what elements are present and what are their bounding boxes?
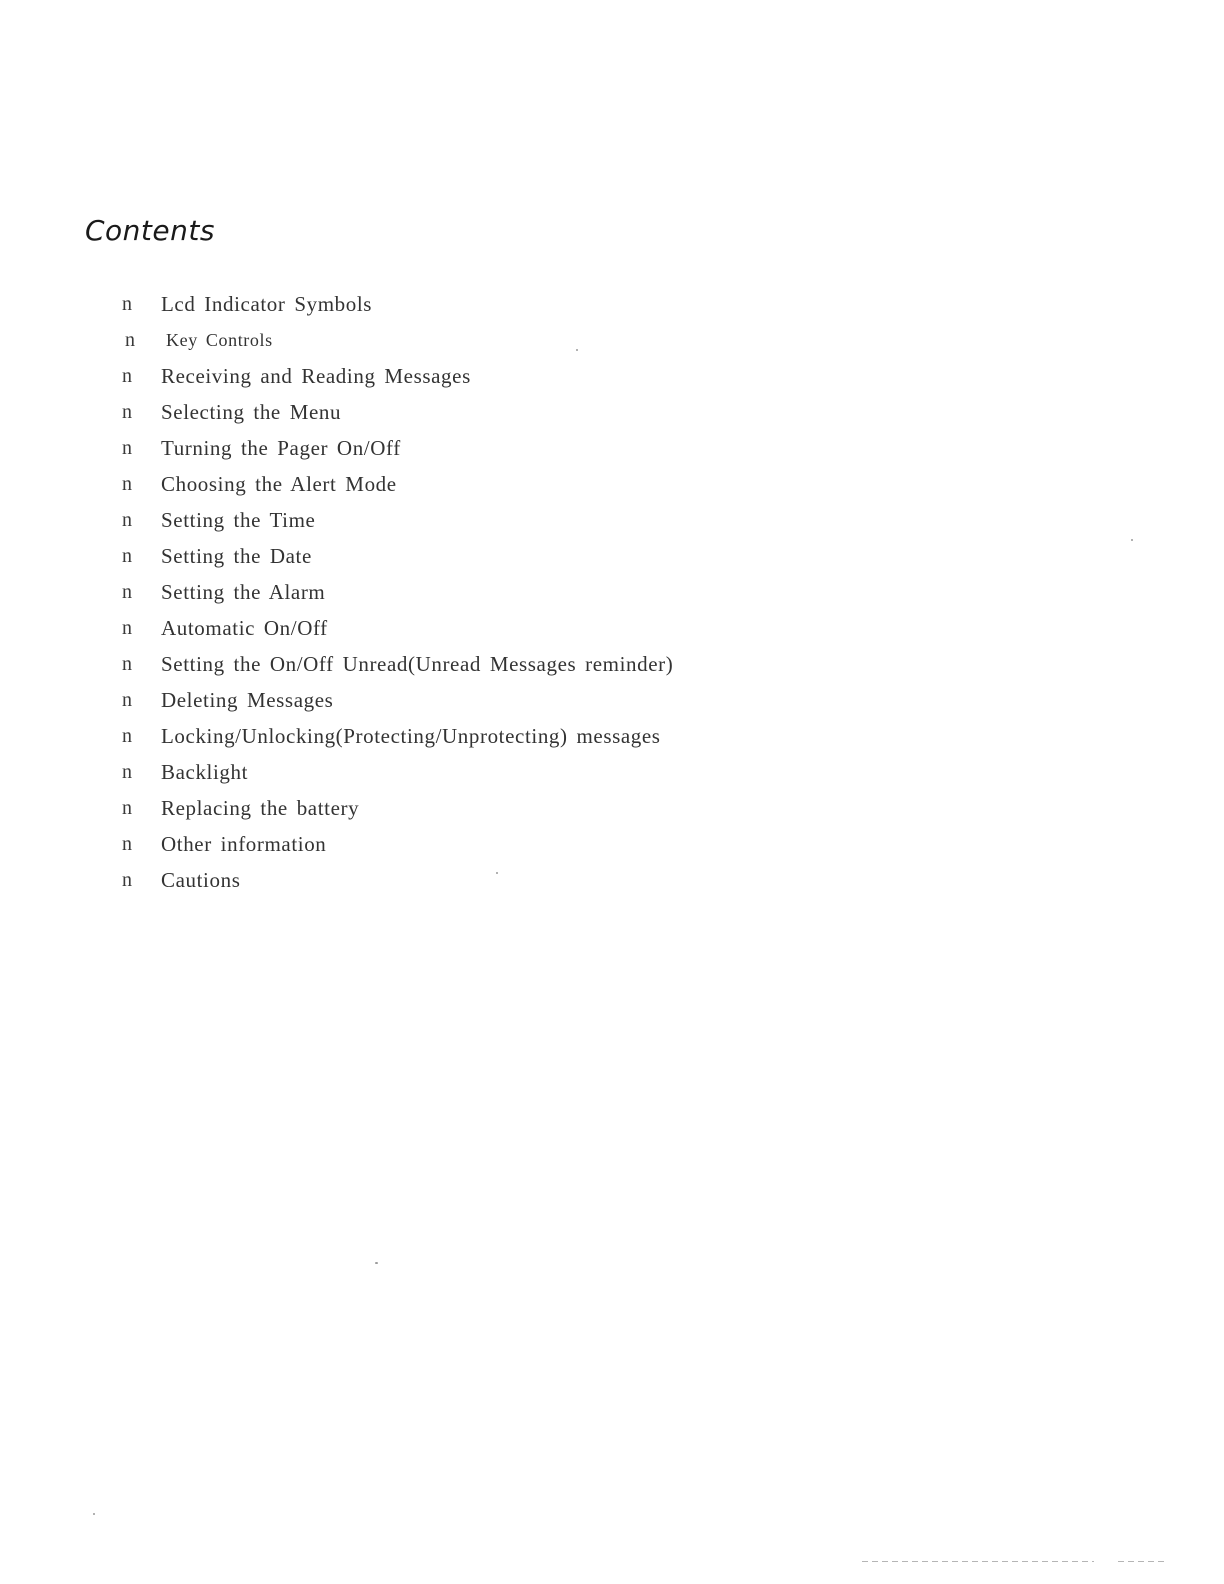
list-item xyxy=(122,790,673,826)
scan-line-artifact xyxy=(1118,1561,1166,1562)
list-item xyxy=(122,862,673,898)
bullet-marker: n xyxy=(122,364,133,387)
list-item-label: Locking/Unlocking(Protecting/Unprotecting) messages xyxy=(161,723,661,748)
list-item xyxy=(122,430,673,466)
list-item xyxy=(122,394,673,430)
scan-speck xyxy=(576,349,578,351)
list-item-label: Lcd Indicator Symbols xyxy=(161,291,373,316)
page-title: Contents xyxy=(85,214,215,247)
bullet-marker: n xyxy=(122,472,133,495)
bullet-marker: n xyxy=(122,760,133,783)
bullet-marker: n xyxy=(122,436,133,459)
list-item-label: Setting the Date xyxy=(161,543,312,568)
list-item xyxy=(122,646,673,682)
list-item xyxy=(122,358,673,394)
list-item xyxy=(122,682,673,718)
list-item xyxy=(122,754,673,790)
list-item-label: Setting the Time xyxy=(161,507,316,532)
scan-line-artifact xyxy=(862,1561,1094,1562)
list-item xyxy=(122,718,673,754)
bullet-marker: n xyxy=(122,724,133,747)
bullet-marker: n xyxy=(122,544,133,567)
bullet-marker: n xyxy=(122,400,133,423)
bullet-marker: n xyxy=(125,328,136,351)
list-item xyxy=(122,322,673,358)
list-item-label: Setting the On/Off Unread(Unread Messages reminder) xyxy=(161,651,674,676)
list-item-label: Backlight xyxy=(161,759,249,784)
list-item-label: Turning the Pager On/Off xyxy=(161,435,401,460)
list-item-label: Automatic On/Off xyxy=(161,615,328,640)
scan-speck xyxy=(1131,539,1133,541)
scan-speck xyxy=(496,872,498,874)
list-item xyxy=(122,286,673,322)
bullet-marker: n xyxy=(122,868,133,891)
list-item-label: Selecting the Menu xyxy=(161,399,342,424)
list-item-label: Receiving and Reading Messages xyxy=(161,363,471,388)
bullet-marker: n xyxy=(122,616,133,639)
list-item xyxy=(122,574,673,610)
list-item-label: Other information xyxy=(161,831,327,856)
bullet-marker: n xyxy=(122,652,133,675)
list-item-label: Deleting Messages xyxy=(161,687,334,712)
list-item-label: Setting the Alarm xyxy=(161,579,326,604)
list-item xyxy=(122,826,673,862)
list-item-label: Key Controls xyxy=(166,329,273,350)
list-item-label: Cautions xyxy=(161,867,241,892)
bullet-marker: n xyxy=(122,580,133,603)
bullet-marker: n xyxy=(122,832,133,855)
bullet-marker: n xyxy=(122,508,133,531)
list-item xyxy=(122,466,673,502)
list-item xyxy=(122,538,673,574)
list-item xyxy=(122,502,673,538)
list-item-label: Choosing the Alert Mode xyxy=(161,471,397,496)
scan-speck xyxy=(93,1513,95,1515)
contents-list xyxy=(122,286,673,898)
bullet-marker: n xyxy=(122,796,133,819)
scan-speck xyxy=(375,1262,378,1264)
list-item xyxy=(122,610,673,646)
list-item-label: Replacing the battery xyxy=(161,795,360,820)
bullet-marker: n xyxy=(122,688,133,711)
bullet-marker: n xyxy=(122,292,133,315)
